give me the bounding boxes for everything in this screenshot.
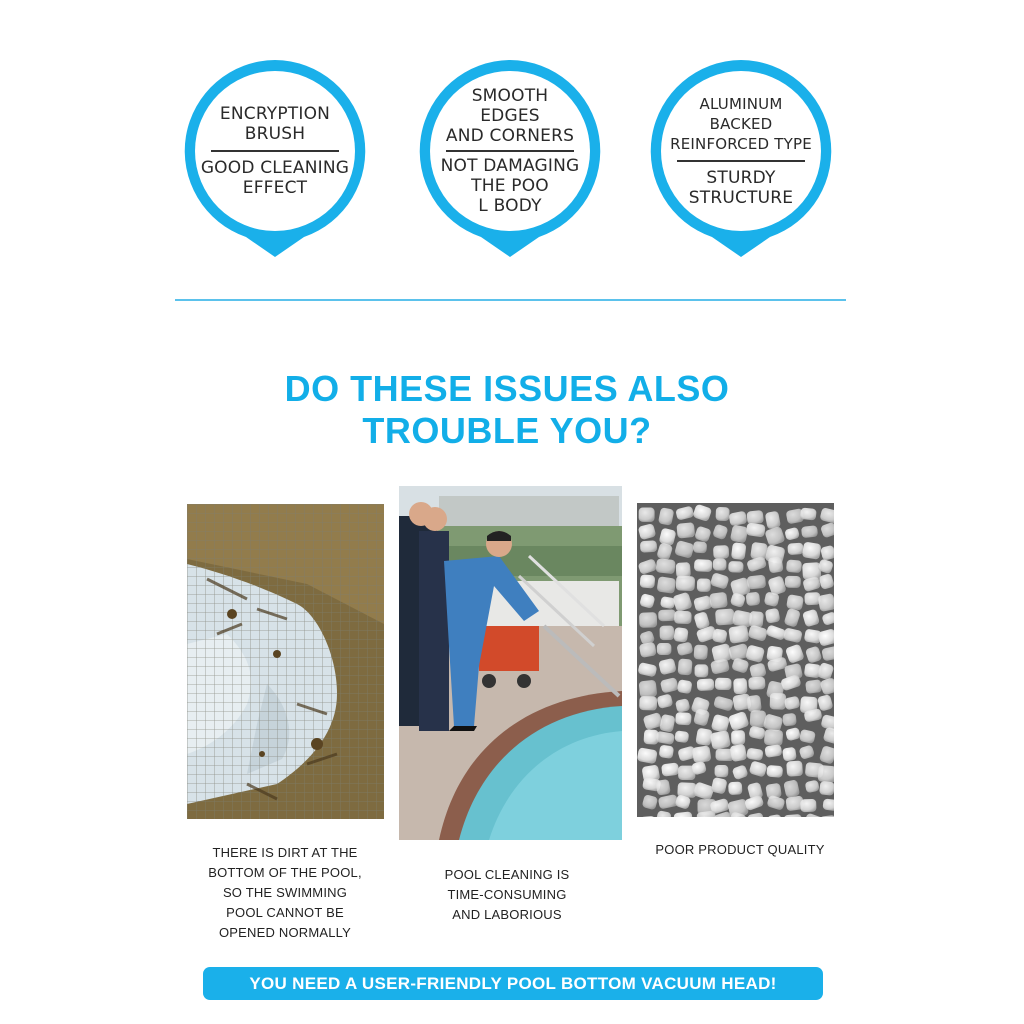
badge-title-line: AND CORNERS: [445, 126, 575, 147]
pellet: [692, 745, 712, 763]
pellet: [746, 695, 761, 713]
badge-subtitle-line: STRUCTURE: [688, 187, 794, 208]
pellet: [766, 765, 783, 778]
pellet: [713, 558, 727, 570]
pellet: [729, 744, 747, 763]
pool-cleaning-photo: [399, 486, 622, 840]
pellet: [745, 592, 760, 607]
pellet: [764, 729, 783, 746]
pellet: [748, 676, 765, 690]
badge-title-line: SMOOTH: [471, 86, 549, 107]
pellet: [819, 781, 834, 796]
pellet: [733, 678, 747, 694]
plastic-granules-photo: [637, 503, 834, 817]
pellet: [697, 678, 715, 691]
pellet: [802, 542, 822, 560]
caption-dirty-pool: [192, 843, 378, 943]
pellet: [801, 525, 818, 538]
pellet: [747, 575, 767, 590]
headline: [0, 368, 1014, 452]
badge-title-line: EDGES: [480, 106, 540, 127]
badge-title-line: ALUMINUM: [699, 95, 783, 114]
pellet: [655, 779, 670, 796]
badge-subtitle-line: GOOD CLEANING: [200, 157, 350, 178]
pellet: [659, 745, 675, 759]
feature-badge-smooth-edges: [415, 56, 605, 258]
caption-line: SO THE SWIMMING: [222, 885, 348, 900]
caption-line: OPENED NORMALLY: [218, 925, 352, 940]
pellet: [695, 664, 709, 677]
pellet: [782, 747, 797, 762]
pellet: [639, 680, 658, 698]
pellet: [657, 576, 677, 594]
caption-line: BOTTOM OF THE POOL,: [208, 865, 362, 880]
pellet: [640, 574, 656, 588]
pellet: [713, 545, 729, 559]
badge-divider: [211, 150, 339, 152]
pellet: [800, 507, 817, 520]
pellet: [746, 522, 766, 537]
pellet: [728, 561, 743, 573]
badge-divider: [446, 150, 574, 152]
feature-badge-encryption-brush: [180, 56, 370, 258]
pellet: [746, 510, 764, 525]
pellet: [694, 559, 713, 572]
caption-line: AND LABORIOUS: [452, 907, 562, 922]
pellet: [676, 576, 695, 592]
badge-divider: [677, 160, 805, 162]
section-divider: [175, 299, 846, 301]
pellet: [660, 626, 675, 641]
pellet: [817, 765, 834, 783]
feature-badge-aluminum-backed: [646, 56, 836, 258]
caption-cleaning-laborious: [412, 865, 602, 925]
pellet: [728, 782, 742, 795]
pellet: [715, 608, 735, 625]
pellet: [802, 562, 821, 580]
pellet: [787, 543, 803, 556]
pellet: [716, 507, 730, 521]
pellet: [676, 522, 695, 538]
caption-line: POOL CANNOT BE: [226, 905, 344, 920]
badge-subtitle-line: L BODY: [478, 195, 542, 216]
dirty-pool-photo: [187, 504, 384, 819]
pellet: [661, 762, 679, 776]
pellet: [786, 559, 802, 573]
pellet: [639, 612, 657, 628]
pellet: [768, 556, 784, 573]
pellet: [785, 576, 801, 588]
pellet: [709, 592, 728, 609]
pellet: [731, 542, 747, 560]
headline-line: TROUBLE YOU?: [362, 410, 652, 451]
badge-title-line: REINFORCED TYPE: [670, 135, 812, 154]
pellet: [697, 578, 711, 592]
badge-title-line: BACKED: [709, 115, 773, 134]
pellet: [693, 644, 708, 659]
badge-subtitle-line: STURDY: [706, 167, 776, 188]
call-to-action-banner: YOU NEED A USER-FRIENDLY POOL BOTTOM VACUUM HEAD!: [203, 967, 823, 1000]
pellet: [786, 761, 803, 777]
pellet: [800, 799, 816, 812]
pellet: [640, 540, 657, 552]
pellet: [805, 679, 822, 694]
pellet: [639, 696, 657, 711]
caption-poor-quality: [640, 840, 840, 860]
pellet: [656, 558, 676, 574]
pellet: [770, 693, 787, 710]
headline-line: DO THESE ISSUES ALSO: [284, 368, 730, 409]
pellet: [657, 643, 672, 655]
pellet: [782, 713, 797, 727]
pellet: [673, 627, 688, 643]
badge-title-line: ENCRYPTION: [219, 104, 331, 125]
caption-line: POOR PRODUCT QUALITY: [655, 842, 825, 857]
pellet: [675, 712, 692, 726]
badge-subtitle-line: THE POO: [471, 175, 549, 196]
pellet: [639, 507, 655, 521]
caption-line: TIME-CONSUMING: [447, 887, 567, 902]
caption-line: POOL CLEANING IS: [444, 867, 570, 882]
pellet: [728, 625, 749, 644]
pellet: [658, 609, 676, 621]
pellet: [731, 730, 745, 745]
pellet: [786, 594, 804, 611]
badge-title-line: BRUSH: [244, 124, 306, 145]
pellet: [678, 658, 693, 675]
badge-subtitle-line: EFFECT: [242, 177, 308, 198]
pellet: [715, 678, 732, 690]
pellet: [749, 611, 764, 628]
pellet: [693, 541, 707, 553]
pellet: [695, 728, 713, 747]
pellet: [674, 611, 692, 624]
caption-line: THERE IS DIRT AT THE: [212, 845, 358, 860]
badge-subtitle-line: NOT DAMAGING: [440, 155, 580, 176]
pellet: [715, 765, 729, 777]
